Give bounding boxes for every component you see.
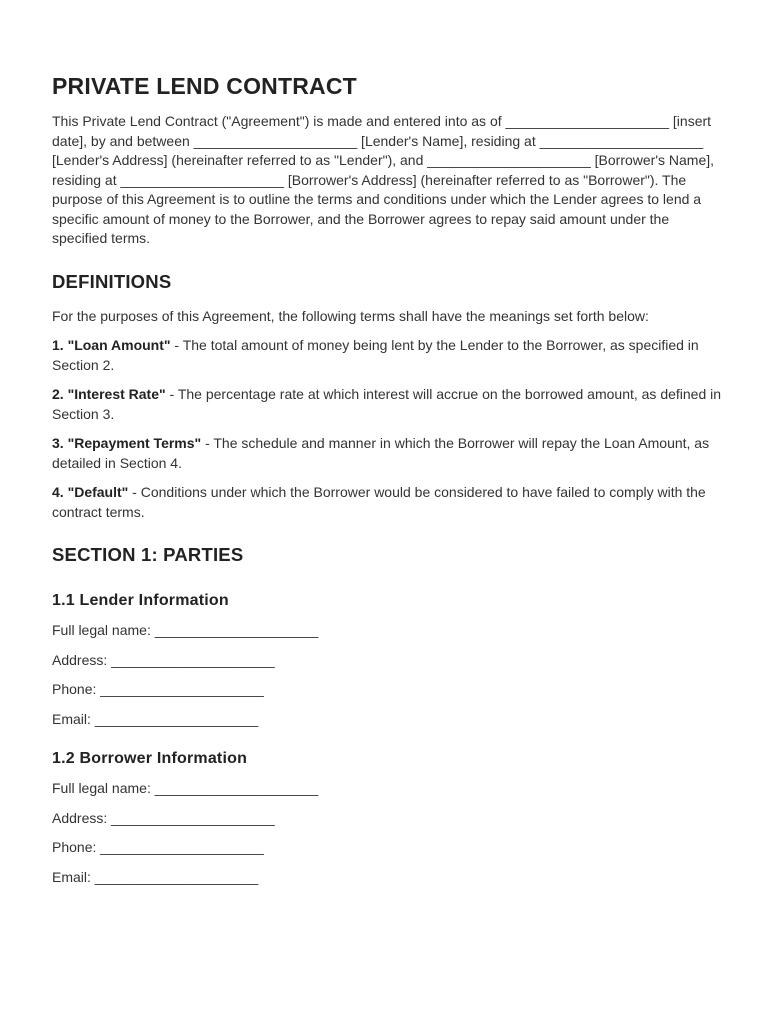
definition-term: 3. "Repayment Terms" (52, 435, 202, 451)
borrower-address-field: Address: _____________________ (52, 809, 275, 826)
document-content (52, 70, 724, 887)
section-1-heading: SECTION 1: PARTIES (52, 544, 244, 565)
borrower-email-field: Email: _____________________ (52, 868, 259, 885)
definition-text: - The schedule and manner in which the Borrower will repay the Loan Amount, as detailed in Section 4. (52, 435, 710, 471)
definition-item (52, 336, 724, 375)
document-title: PRIVATE LEND CONTRACT (52, 73, 357, 99)
intro-paragraph: This Private Lend Contract ("Agreement") is made and entered into as of _____________________ [insert date], by and between _____________________ [Lender's Name], residing at _____________________ [Lender's Address] (hereinafter referred to as "Lender"), and _____________________ [Borrower's Name], residing at _____________________ [Borrower's Address] (hereinafter referred to as "Borrower"). The purpose of this Agreement is to outline the terms and conditions under which the Lender agrees to lend a specific amount of money to the Borrower, and the Borrower agrees to repay said amount under the specified terms. (52, 113, 715, 246)
definition-term: 1. "Loan Amount" (52, 337, 171, 353)
definition-item (52, 385, 724, 424)
definition-item (52, 434, 724, 473)
lender-email-field: Email: _____________________ (52, 710, 259, 727)
definition-term: 2. "Interest Rate" (52, 386, 166, 402)
lender-full-name-field: Full legal name: _____________________ (52, 622, 319, 638)
borrower-phone-field: Phone: _____________________ (52, 839, 264, 855)
definition-text: - The percentage rate at which interest will accrue on the borrowed amount, as defined in Section 3. (52, 386, 722, 422)
definition-item (52, 483, 724, 522)
definition-text: - Conditions under which the Borrower would be considered to have failed to comply with the contract terms. (52, 484, 706, 520)
lender-info-heading: 1.1 Lender Information (52, 592, 229, 609)
borrower-info-heading: 1.2 Borrower Information (52, 750, 248, 767)
definition-term: 4. "Default" (52, 484, 129, 500)
definition-text: - The total amount of money being lent by the Lender to the Borrower, as specified in Section 2. (52, 337, 699, 373)
lender-fields (52, 621, 724, 729)
borrower-fields (52, 779, 724, 887)
lender-phone-field: Phone: _____________________ (52, 681, 264, 697)
lender-address-field: Address: _____________________ (52, 651, 275, 668)
definitions-lead: For the purposes of this Agreement, the following terms shall have the meanings set forth below: (52, 307, 649, 324)
borrower-full-name-field: Full legal name: _____________________ (52, 780, 319, 796)
definitions-heading: DEFINITIONS (52, 270, 172, 292)
